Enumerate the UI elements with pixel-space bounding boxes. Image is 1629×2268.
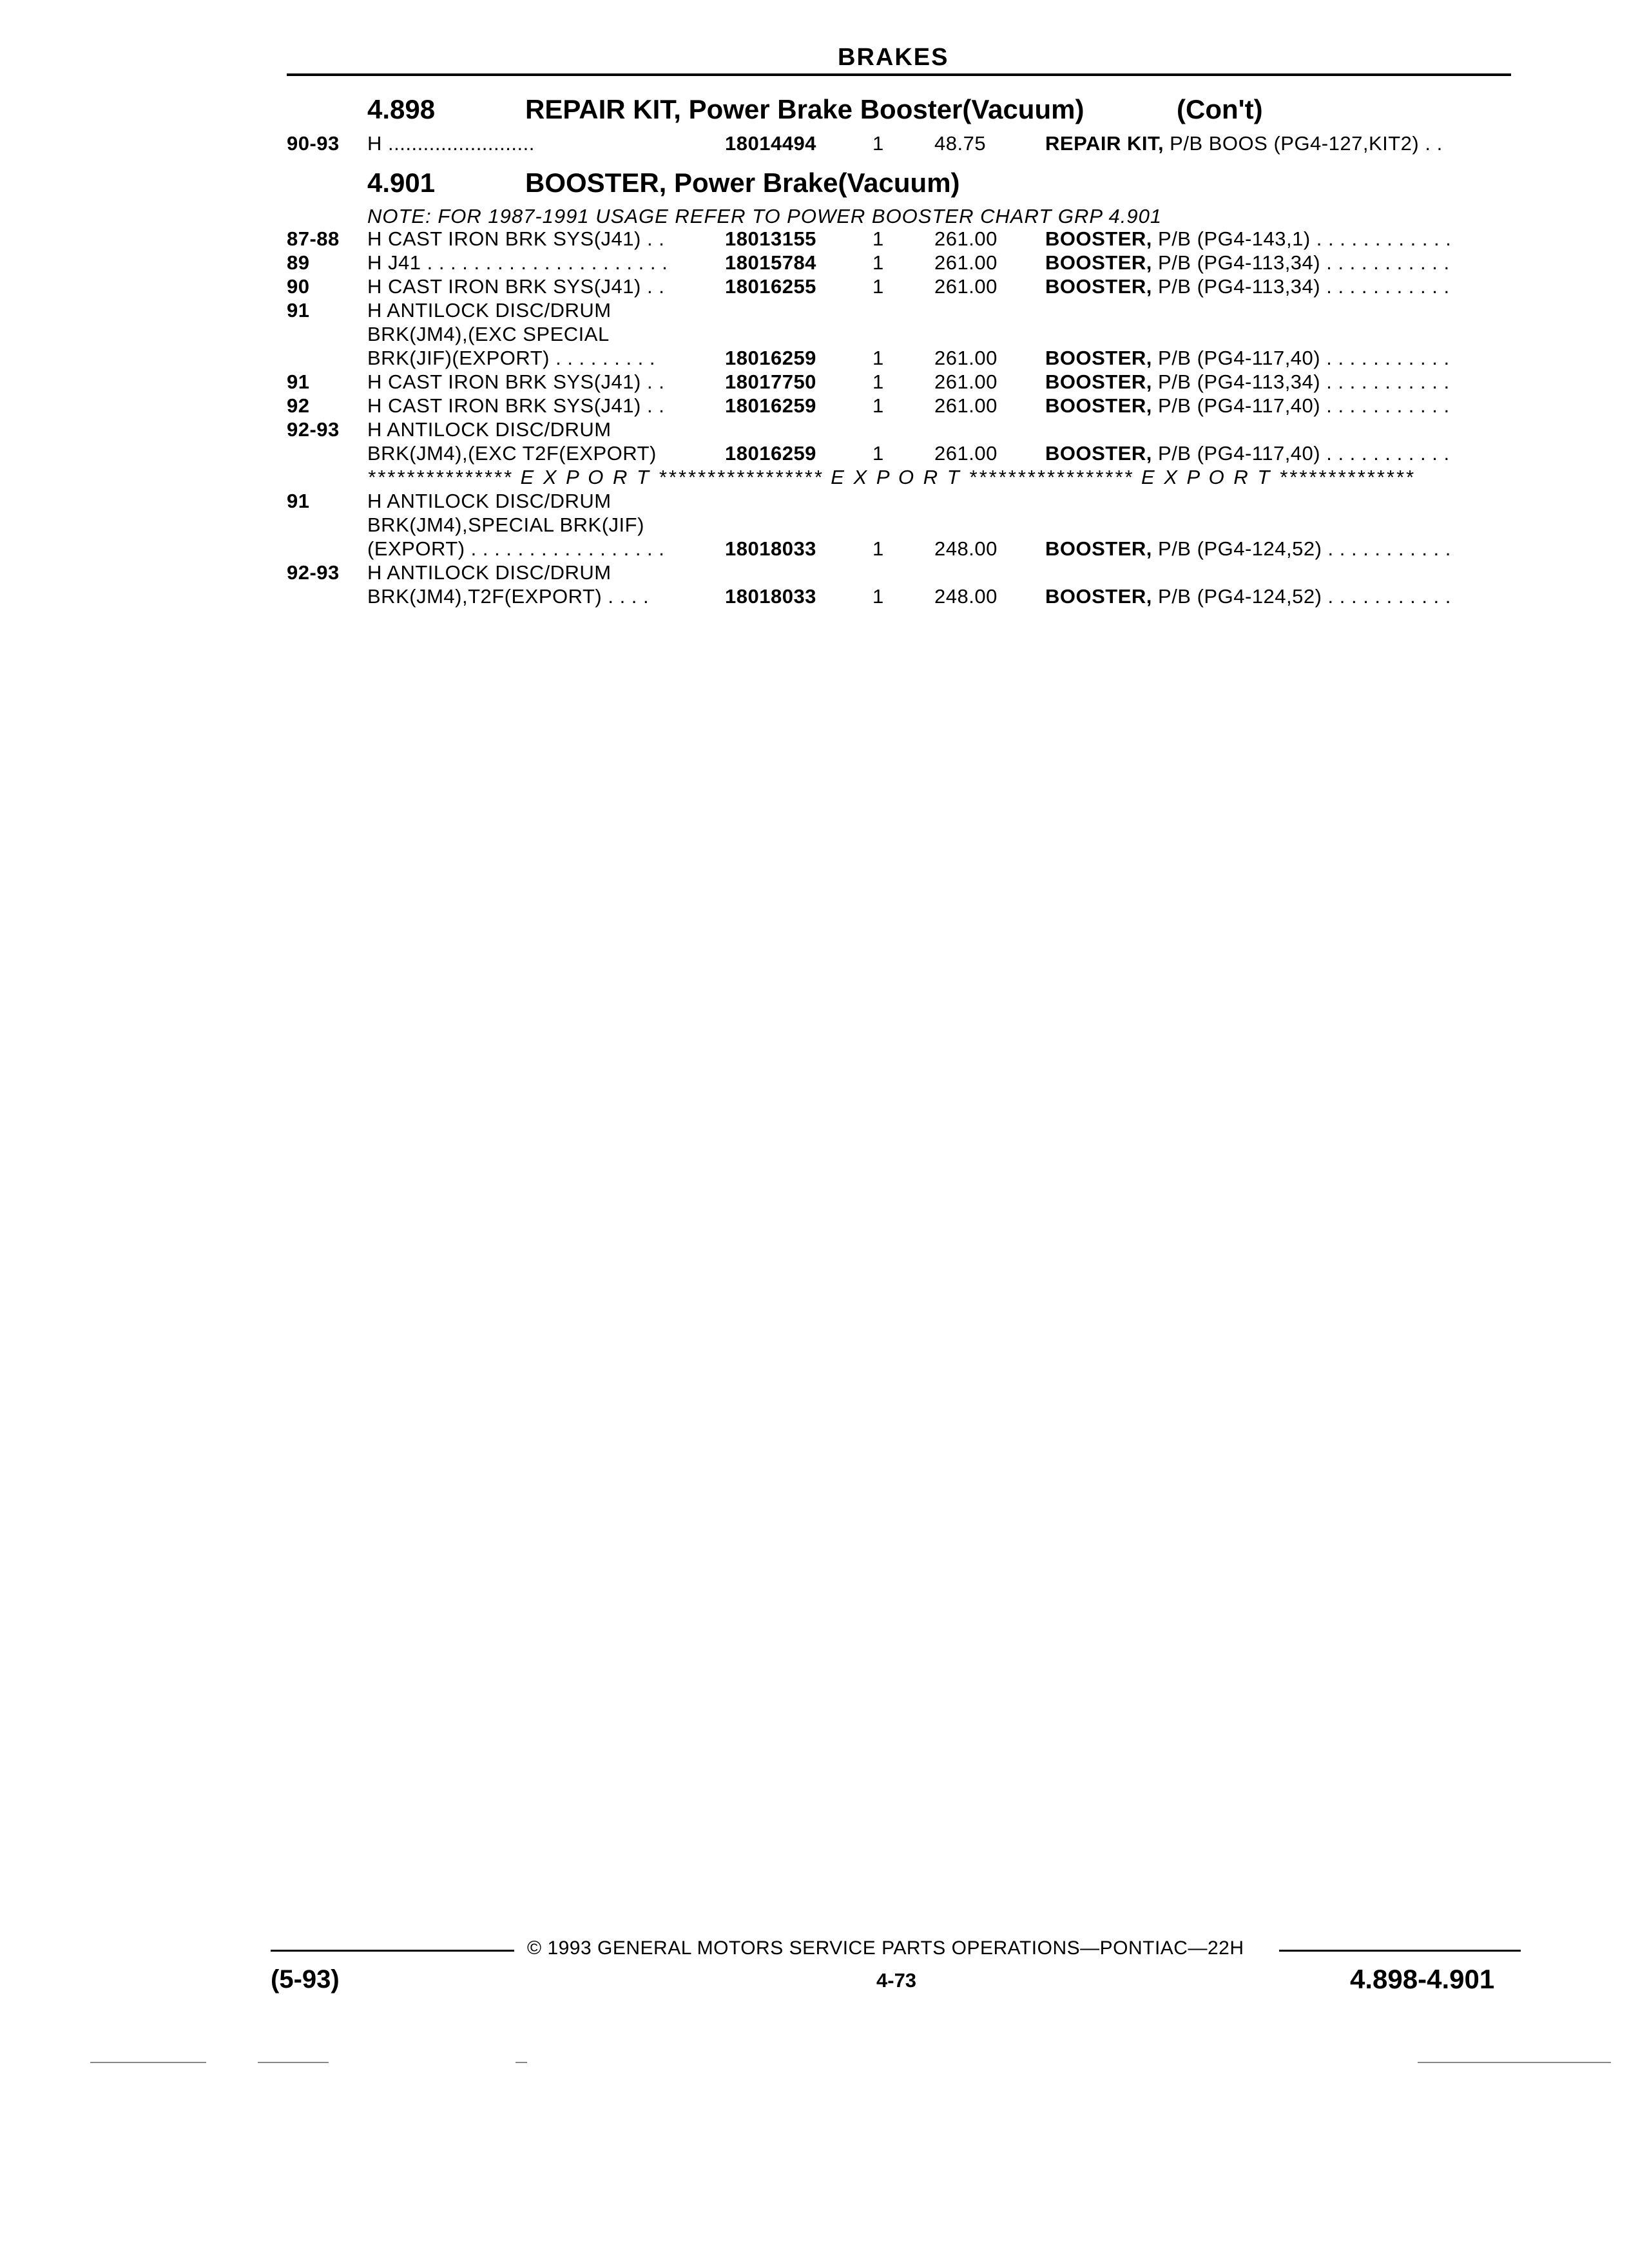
section-continued-label: (Con't) bbox=[1177, 94, 1263, 124]
scan-artifacts bbox=[77, 2062, 1624, 2064]
footer-date: (5-93) bbox=[271, 1965, 340, 1994]
part-description: H CAST IRON BRK SYS(J41) . . bbox=[367, 227, 665, 250]
price: 261.00 bbox=[934, 251, 998, 274]
part-number: 18018033 bbox=[725, 585, 816, 608]
part-description: H ANTILOCK DISC/DRUM bbox=[367, 561, 612, 584]
part-number: 18016259 bbox=[725, 394, 816, 417]
part-name-detail: P/B (PG4-124,52) . . . . . . . . . . . bbox=[1152, 585, 1451, 608]
quantity: 1 bbox=[872, 537, 884, 560]
model-year: 92-93 bbox=[287, 418, 340, 441]
export-separator: *************** E X P O R T ***************** E X P O R T ***************** E X P O R T ************** bbox=[367, 466, 1415, 488]
part-name bbox=[1045, 394, 1450, 418]
part-description: BRK(JM4),(EXC SPECIAL bbox=[367, 323, 610, 345]
part-name-bold: BOOSTER, bbox=[1045, 251, 1152, 274]
model-year: 87-88 bbox=[287, 227, 340, 250]
quantity: 1 bbox=[872, 275, 884, 298]
part-name bbox=[1045, 275, 1450, 298]
part-name-detail: P/B (PG4-113,34) . . . . . . . . . . . bbox=[1152, 370, 1450, 393]
part-description: H CAST IRON BRK SYS(J41) . . bbox=[367, 370, 665, 393]
quantity: 1 bbox=[872, 347, 884, 369]
part-name bbox=[1045, 347, 1450, 370]
price: 261.00 bbox=[934, 275, 998, 298]
quantity: 1 bbox=[872, 442, 884, 465]
model-year: 90-93 bbox=[287, 132, 340, 155]
quantity: 1 bbox=[872, 394, 884, 417]
part-name-detail: P/B (PG4-117,40) . . . . . . . . . . . bbox=[1152, 347, 1450, 369]
quantity: 1 bbox=[872, 370, 884, 393]
price: 248.00 bbox=[934, 537, 998, 560]
model-year: 90 bbox=[287, 275, 310, 298]
part-name-bold: BOOSTER, bbox=[1045, 442, 1152, 465]
model-year: 91 bbox=[287, 490, 310, 512]
part-number: 18013155 bbox=[725, 227, 816, 250]
part-name-bold: REPAIR KIT, bbox=[1045, 132, 1164, 155]
part-name-bold: BOOSTER, bbox=[1045, 275, 1152, 298]
part-name-detail: P/B (PG4-113,34) . . . . . . . . . . . bbox=[1152, 251, 1450, 274]
part-number: 18018033 bbox=[725, 537, 816, 560]
part-name-bold: BOOSTER, bbox=[1045, 585, 1152, 608]
part-number: 18015784 bbox=[725, 251, 816, 274]
part-description: BRK(JIF)(EXPORT) . . . . . . . . . bbox=[367, 347, 656, 369]
price: 248.00 bbox=[934, 585, 998, 608]
part-description: H CAST IRON BRK SYS(J41) . . bbox=[367, 275, 665, 298]
model-year: 89 bbox=[287, 251, 310, 274]
quantity: 1 bbox=[872, 227, 884, 250]
part-description: H ANTILOCK DISC/DRUM bbox=[367, 418, 612, 441]
part-name-bold: BOOSTER, bbox=[1045, 537, 1152, 560]
page-range: 4.898-4.901 bbox=[1350, 1964, 1495, 1994]
part-name bbox=[1045, 132, 1443, 155]
price: 48.75 bbox=[934, 132, 987, 155]
model-year: 92-93 bbox=[287, 561, 340, 584]
part-description: (EXPORT) . . . . . . . . . . . . . . . . . bbox=[367, 537, 665, 560]
price: 261.00 bbox=[934, 347, 998, 369]
price: 261.00 bbox=[934, 442, 998, 465]
part-name bbox=[1045, 442, 1450, 465]
part-description: H CAST IRON BRK SYS(J41) . . bbox=[367, 394, 665, 417]
part-name-detail: P/B (PG4-117,40) . . . . . . . . . . . bbox=[1152, 442, 1450, 465]
part-name bbox=[1045, 585, 1451, 608]
part-number: 18016255 bbox=[725, 275, 816, 298]
section-number: 4.898 bbox=[367, 94, 436, 124]
price: 261.00 bbox=[934, 370, 998, 393]
quantity: 1 bbox=[872, 251, 884, 274]
part-name-detail: P/B (PG4-117,40) . . . . . . . . . . . bbox=[1152, 394, 1450, 417]
price: 261.00 bbox=[934, 227, 998, 250]
part-name bbox=[1045, 370, 1450, 394]
part-number: 18016259 bbox=[725, 347, 816, 369]
part-name bbox=[1045, 537, 1451, 561]
part-name-detail: P/B (PG4-143,1) . . . . . . . . . . . . bbox=[1152, 227, 1452, 250]
footer-copyright: © 1993 GENERAL MOTORS SERVICE PARTS OPERATIONS—PONTIAC—22H bbox=[527, 1937, 1244, 1959]
part-number: 18016259 bbox=[725, 442, 816, 465]
page-number: 4-73 bbox=[876, 1969, 917, 1992]
section-title: BOOSTER, Power Brake(Vacuum) bbox=[525, 168, 960, 198]
quantity: 1 bbox=[872, 585, 884, 608]
quantity: 1 bbox=[872, 132, 884, 155]
part-description: H ......................... bbox=[367, 132, 535, 155]
part-name-bold: BOOSTER, bbox=[1045, 227, 1152, 250]
part-number: 18014494 bbox=[725, 132, 816, 155]
page-title: BRAKES bbox=[838, 44, 949, 71]
model-year: 91 bbox=[287, 299, 310, 322]
footer-rule-left bbox=[271, 1950, 514, 1952]
part-description: BRK(JM4),(EXC T2F(EXPORT) bbox=[367, 442, 657, 465]
usage-note: NOTE: FOR 1987-1991 USAGE REFER TO POWER BOOSTER CHART GRP 4.901 bbox=[367, 205, 1162, 227]
footer-rule-right bbox=[1279, 1950, 1521, 1952]
part-name-detail: P/B (PG4-124,52) . . . . . . . . . . . bbox=[1152, 537, 1451, 560]
part-description: H ANTILOCK DISC/DRUM bbox=[367, 299, 612, 322]
part-description: H ANTILOCK DISC/DRUM bbox=[367, 490, 612, 512]
model-year: 91 bbox=[287, 370, 310, 393]
part-name-detail: P/B BOOS (PG4-127,KIT2) . . bbox=[1164, 132, 1443, 155]
section-title: REPAIR KIT, Power Brake Booster(Vacuum) bbox=[525, 94, 1084, 124]
part-description: BRK(JM4),T2F(EXPORT) . . . . bbox=[367, 585, 650, 608]
part-name-bold: BOOSTER, bbox=[1045, 370, 1152, 393]
section-number: 4.901 bbox=[367, 168, 436, 198]
part-number: 18017750 bbox=[725, 370, 816, 393]
part-name bbox=[1045, 251, 1450, 274]
part-name-bold: BOOSTER, bbox=[1045, 347, 1152, 369]
part-name-bold: BOOSTER, bbox=[1045, 394, 1152, 417]
part-description: BRK(JM4),SPECIAL BRK(JIF) bbox=[367, 514, 644, 536]
price: 261.00 bbox=[934, 394, 998, 417]
part-description: H J41 . . . . . . . . . . . . . . . . . . . . . bbox=[367, 251, 668, 274]
header-rule bbox=[287, 73, 1511, 76]
model-year: 92 bbox=[287, 394, 310, 417]
part-name-detail: P/B (PG4-113,34) . . . . . . . . . . . bbox=[1152, 275, 1450, 298]
part-name bbox=[1045, 227, 1451, 251]
